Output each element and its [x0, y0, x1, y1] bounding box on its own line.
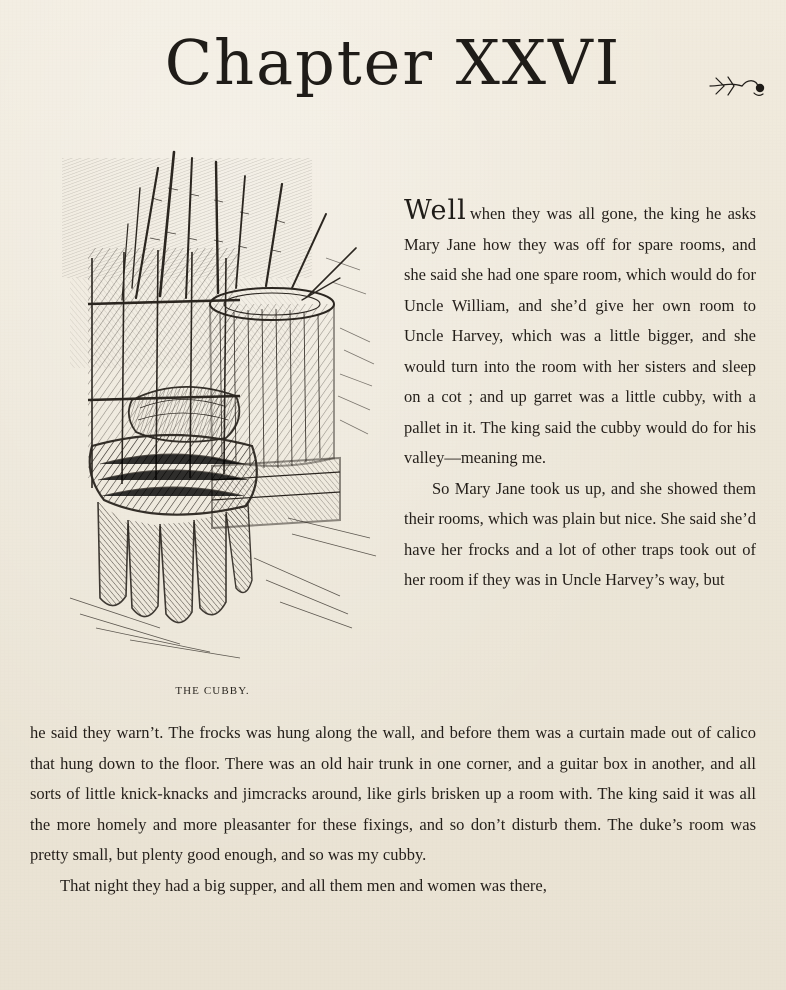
the-cubby-engraving [40, 128, 385, 673]
paragraph-1 [404, 196, 756, 474]
flourish-ornament-icon [708, 68, 768, 109]
chapter-title: Chapter XXVI [164, 26, 622, 99]
paragraph-3: That night they had a big supper, and all them men and women was there, [60, 875, 547, 895]
paragraph-2-continued: he said they warn’t. The frocks was hung along the wall, and before them was a curtain made out of calico that hung down to the floor. There was an old hair trunk in one corner, and a guitar box in another, and all sorts of little knick-knacks and jimcracks around, like girls brisken up a room with. The king said it was all the more homely and more pleasanter for these fixings, and so don’t disturb them. The duke’s room was pretty small, but plenty good enough, and so was my cubby. [30, 723, 756, 865]
paragraph-2: So Mary Jane took us up, and she showed them their rooms, which was plain but nice. She said she’d have her frocks and a lot of other traps took out of her room if they was in Uncle Harvey’s way, but [404, 478, 756, 589]
paragraph-1-text: when they was all gone, the king he asks Mary Jane how they was off for spare rooms, and she said she had one spare room, which would do for Uncle William, and she’d give her own room to Uncle Harvey, which was a little bigger, and she would turn into the room with her sisters and sleep on a cot ; and up garret was a little cubby, with a pallet in it. The king said the cubby would do for his valley—meaning me. [404, 204, 756, 467]
body-column-right [404, 196, 756, 596]
paragraph-1-lead: Well [404, 195, 467, 226]
chapter-heading [0, 18, 786, 114]
body-full-width [30, 718, 756, 902]
illustration-caption: THE CUBBY. [175, 685, 250, 697]
